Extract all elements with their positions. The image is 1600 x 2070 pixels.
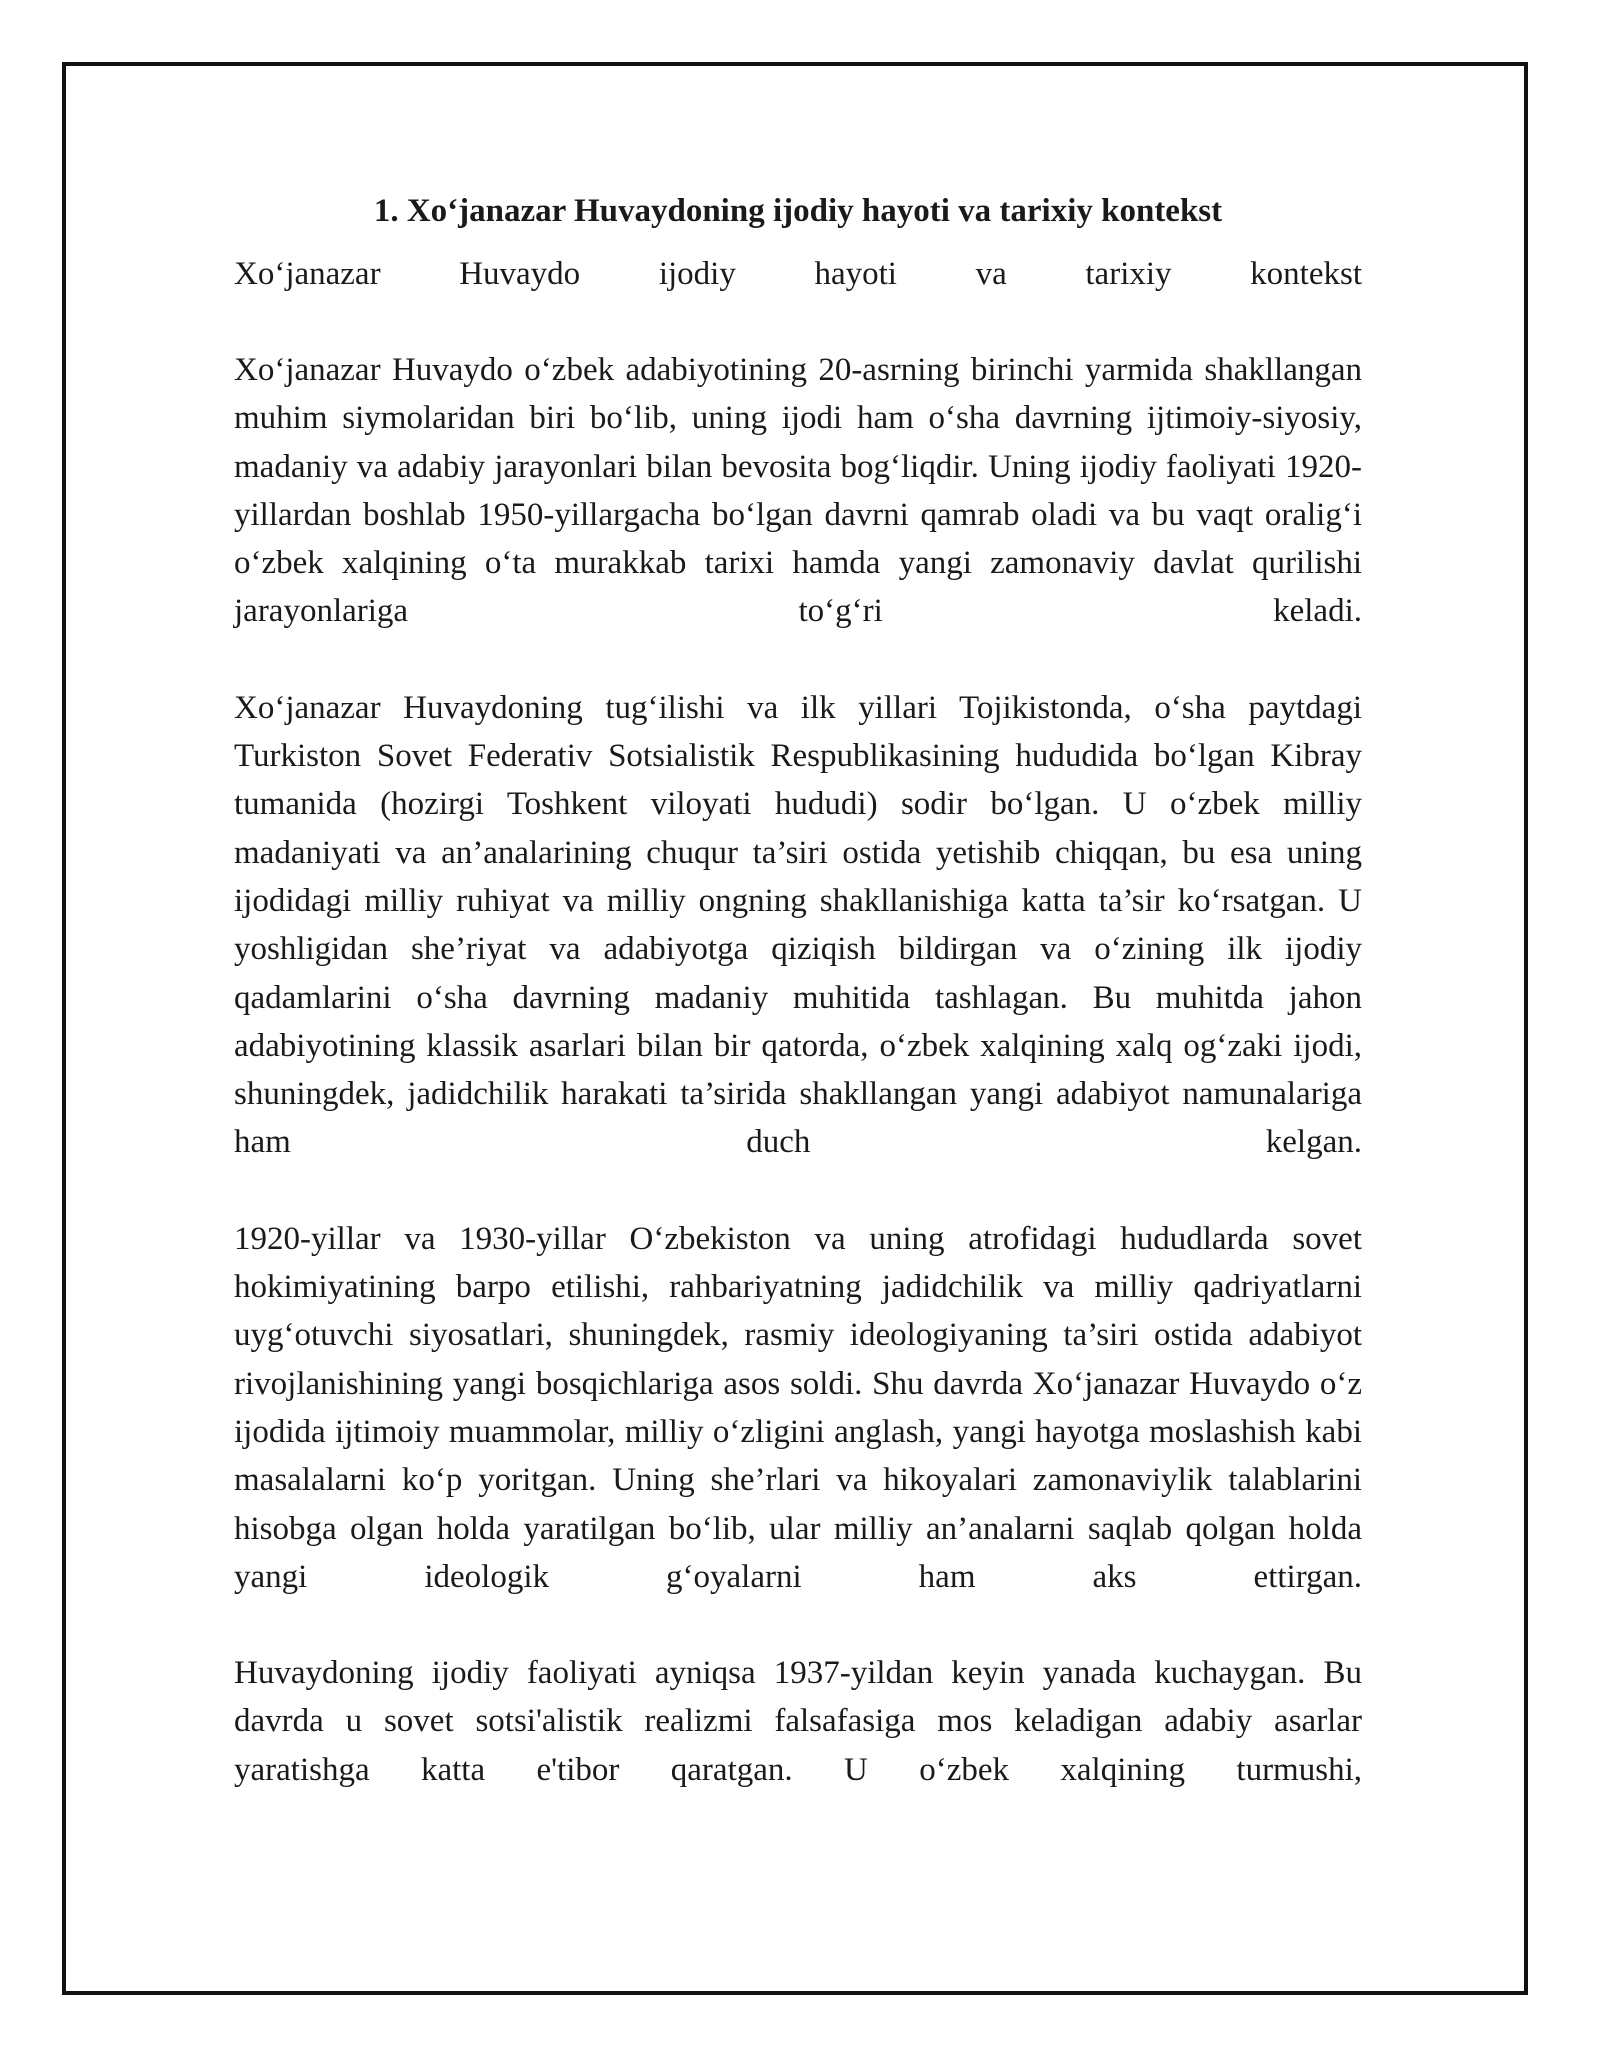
section-heading: 1. Xo‘janazar Huvaydoning ijodiy hayoti va tarixiy kontekst <box>373 193 1223 229</box>
paragraph-3: 1920-yillar va 1930-yillar O‘zbekiston va uning atrofidagi hududlarda sovet hokimiyatining barpo etilishi, rahbariyatning jadidchilik va milliy qadriyatlarni uyg‘otuvchi siyosatlari, shuningdek, rasmiy ideologiyaning ta’siri ostida adabiyot rivojlanishining yangi bosqichlariga asos soldi. Shu davrda Xo‘janazar Huvaydo o‘z ijodida ijtimoiy muammolar, milliy o‘zligini anglash, yangi hayotga moslashish kabi masalalarni ko‘p yoritgan. Uning she’rlari va hikoyalari zamonaviylik talablarini hisobga olgan holda yaratilgan bo‘lib, ular milliy an’analarni saqlab qolgan holda yangi ideologik g‘oyalarni ham aks ettirgan. <box>234 1220 1362 1595</box>
paragraph-2: Xo‘janazar Huvaydoning tug‘ilishi va ilk yillari Tojikistonda, o‘sha paytdagi Turkiston Sovet Federativ Sotsialistik Respublikasining hududida bo‘lgan Kibray tumanida (hozirgi Toshkent viloyati hududi) sodir bo‘lgan. U o‘zbek milliy madaniyati va an’analarining chuqur ta’siri ostida yetishib chiqqan, bu esa uning ijodidagi milliy ruhiyat va milliy ongning shakllanishiga katta ta’sir ko‘rsatgan. U yoshligidan she’riyat va adabiyotga qiziqish bildirgan va o‘zining ilk ijodiy qadamlarini o‘sha davrning madaniy muhitida tashlagan. Bu muhitda jahon adabiyotining klassik asarlari bilan bir qatorda, o‘zbek xalqining xalq og‘zaki ijodi, shuningdek, jadidchilik harakati ta’sirida shakllangan yangi adabiyot namunalariga ham duch kelgan. <box>234 689 1362 1161</box>
document-body <box>234 180 1362 1794</box>
paragraph-4: Huvaydoning ijodiy faoliyati ayniqsa 1937-yildan keyin yanada kuchaygan. Bu davrda u sovet sotsi'alistik realizmi falsafasiga mos keladigan adabiy asarlar yaratishga katta e'tibor qaratgan. U o‘zbek xalqining turmushi, <box>234 1655 1362 1788</box>
paragraph-1: Xo‘janazar Huvaydo o‘zbek adabiyotining 20-asrning birinchi yarmida shakllangan muhim siymolaridan biri bo‘lib, uning ijodi ham o‘sha davrning ijtimoiy-siyosiy, madaniy va adabiy jarayonlari bilan bevosita bog‘liqdir. Uning ijodiy faoliyati 1920-yillardan boshlab 1950-yillargacha bo‘lgan davrni qamrab oladi va bu vaqt oralig‘i o‘zbek xalqining o‘ta murakkab tarixi hamda yangi zamonaviy davlat qurilishi jarayonlariga to‘g‘ri keladi. <box>234 352 1362 630</box>
subheading-line: Xo‘janazar Huvaydo ijodiy hayoti va tarixiy kontekst <box>234 256 1362 292</box>
